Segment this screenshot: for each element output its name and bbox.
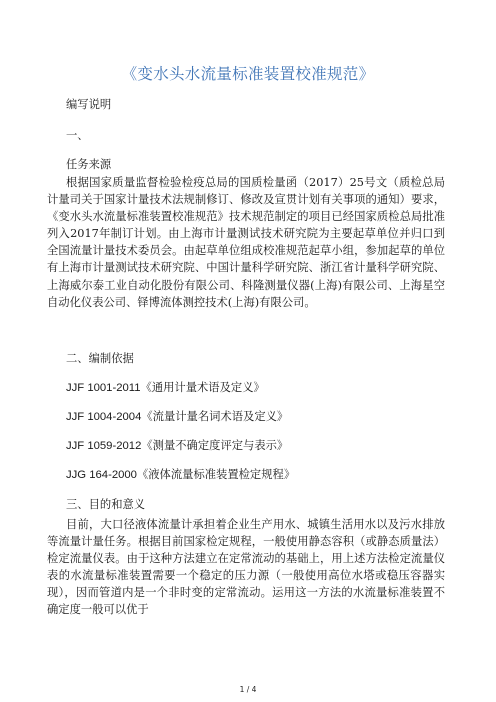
- section-three-heading: 三、目的和意义: [66, 498, 146, 511]
- reference-jjf-1001: JJF 1001-2011《通用计量术语及定义》: [66, 382, 265, 394]
- task-source-heading: 任务来源: [66, 158, 112, 171]
- page-indicator: 1 / 4: [239, 685, 257, 694]
- reference-jjg-164: JJG 164-2000《液体流量标准装置检定规程》: [66, 469, 296, 481]
- section-one-number: 一、: [66, 129, 89, 142]
- writing-notes-heading: 编写说明: [66, 98, 112, 111]
- reference-jjf-1004: JJF 1004-2004《流量计量名词术语及定义》: [66, 411, 289, 423]
- document-title: 《变水头水流量标准装置校准规范》: [121, 65, 375, 83]
- task-source-paragraph: 根据国家质量监督检验检疫总局的国质检量函（2017）25号文（质检总局计量司关于国家计量技术法规制修订、修改及宣贯计划有关事项的通知）要求，《变水头水流量标准装置校准规范》技术规范制定的项目已经国家质检总局批准列入2017年制订计划。由上海市计量测试技术研究院为主要起草单位并归口到全国流量计量技术委员会。由起草单位组成校准规范起草小组，参加起草的单位有上海市计量测试技术研究院、中国计量科学研究院、浙江省计量科学研究院、上海威尔泰工业自动化股份有限公司、科隆测量仪器(上海)有限公司、上海星空自动化仪表公司、铎博流体测控技术(上海)有限公司。: [47, 176, 445, 309]
- section-two-heading: 二、编制依据: [66, 352, 134, 365]
- reference-jjf-1059: JJF 1059-2012《测量不确定度评定与表示》: [66, 440, 289, 452]
- purpose-paragraph: 目前，大口径液体流量计承担着企业生产用水、城镇生活用水以及污水排放等流量计量任务。根据目前国家检定规程，一般使用静态容积（或静态质量法）检定流量仪表。由于这种方法建立在定常流动的基础上，用上述方法检定流量仪表的水流量标准装置需要一个稳定的压力源（一般使用高位水塔或稳压容器实现），因而管道内是一个非时变的定常流动。运用这一方法的水流量标准装置不确定度一般可以优于: [47, 518, 445, 617]
